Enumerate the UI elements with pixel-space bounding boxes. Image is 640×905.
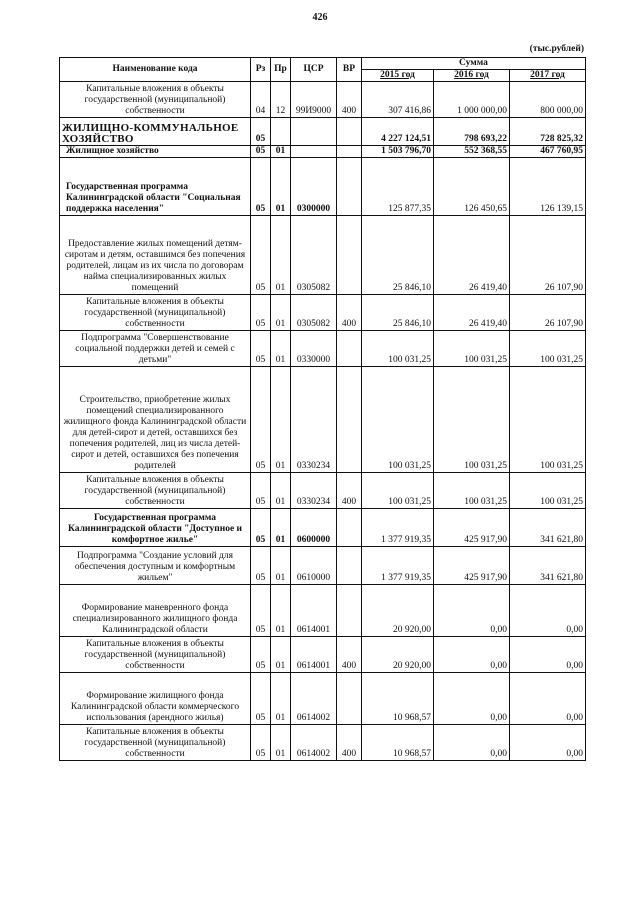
- row-pr: 01: [271, 367, 291, 473]
- units-label: (тыс.рублей): [529, 44, 584, 54]
- row-csr: 0305082: [291, 295, 337, 331]
- table-row: [60, 725, 586, 761]
- row-name: Капитальные вложения в объекты государственной (муниципальной) собственности: [60, 725, 251, 761]
- table-row: [60, 295, 586, 331]
- header-csr: ЦСР: [291, 58, 337, 82]
- row-name: Государственная программа Калининградской области "Доступное и комфортное жилье": [60, 509, 251, 547]
- row-vr: 400: [337, 473, 362, 509]
- table-row: [60, 118, 586, 146]
- row-rz: 05: [251, 473, 271, 509]
- row-pr: 01: [271, 637, 291, 673]
- row-pr: 01: [271, 725, 291, 761]
- table-row: [60, 367, 586, 473]
- row-name: Предоставление жилых помещений детям-сиротам и детям, оставшимся без попечения родителей, лицам из их числа по договорам найма специализированных жилых помещений: [60, 216, 251, 295]
- row-vr: [337, 118, 362, 146]
- row-rz: 04: [251, 82, 271, 118]
- table-row: [60, 216, 586, 295]
- row-2015: 25 846,10: [362, 295, 434, 331]
- row-2017: 0,00: [510, 637, 586, 673]
- header-2015: 2015 год: [362, 70, 434, 82]
- row-2017: 126 139,15: [510, 158, 586, 216]
- row-rz: 05: [251, 367, 271, 473]
- row-name: Подпрограмма "Создание условий для обеспечения доступным и комфортным жильем": [60, 547, 251, 585]
- row-csr: 0614001: [291, 585, 337, 637]
- row-name: Капитальные вложения в объекты государственной (муниципальной) собственности: [60, 295, 251, 331]
- row-name: ЖИЛИЩНО-КОММУНАЛЬНОЕ ХОЗЯЙСТВО: [60, 118, 251, 146]
- header-sum: Сумма: [362, 58, 586, 70]
- row-vr: [337, 331, 362, 367]
- row-2017: 728 825,32: [510, 118, 586, 146]
- row-csr: 0614002: [291, 725, 337, 761]
- row-2017: 800 000,00: [510, 82, 586, 118]
- row-name: Государственная программа Калининградской области "Социальная поддержка населения": [60, 158, 251, 216]
- row-2015: 125 877,35: [362, 158, 434, 216]
- row-csr: 0614002: [291, 673, 337, 725]
- row-vr: 400: [337, 725, 362, 761]
- row-2017: 26 107,90: [510, 295, 586, 331]
- table-row: [60, 585, 586, 637]
- row-vr: [337, 509, 362, 547]
- row-2017: 0,00: [510, 673, 586, 725]
- row-rz: 05: [251, 216, 271, 295]
- table-row: [60, 509, 586, 547]
- row-rz: 05: [251, 146, 271, 158]
- row-csr: [291, 118, 337, 146]
- row-pr: 01: [271, 509, 291, 547]
- header-2016: 2016 год: [434, 70, 510, 82]
- row-2016: 1 000 000,00: [434, 82, 510, 118]
- row-2017: 100 031,25: [510, 473, 586, 509]
- row-rz: 05: [251, 673, 271, 725]
- row-pr: 01: [271, 146, 291, 158]
- row-2016: 0,00: [434, 585, 510, 637]
- row-2015: 10 968,57: [362, 725, 434, 761]
- row-name: Капитальные вложения в объекты государственной (муниципальной) собственности: [60, 637, 251, 673]
- row-2015: 307 416,86: [362, 82, 434, 118]
- row-2016: 100 031,25: [434, 367, 510, 473]
- row-vr: 400: [337, 295, 362, 331]
- table-row: [60, 146, 586, 158]
- row-2016: 425 917,90: [434, 509, 510, 547]
- row-pr: 01: [271, 473, 291, 509]
- row-vr: [337, 673, 362, 725]
- row-pr: 01: [271, 216, 291, 295]
- row-name: Формирование маневренного фонда специализированного жилищного фонда Калининградской области: [60, 585, 251, 637]
- row-pr: 01: [271, 673, 291, 725]
- row-csr: 99И9000: [291, 82, 337, 118]
- row-rz: 05: [251, 158, 271, 216]
- row-csr: 0610000: [291, 547, 337, 585]
- row-pr: 01: [271, 547, 291, 585]
- row-csr: 0330234: [291, 367, 337, 473]
- row-pr: 01: [271, 331, 291, 367]
- header-pr: Пр: [271, 58, 291, 82]
- row-2017: 100 031,25: [510, 331, 586, 367]
- header-name: Наименование кода: [60, 58, 251, 82]
- row-2016: 26 419,40: [434, 295, 510, 331]
- row-2016: 425 917,90: [434, 547, 510, 585]
- row-rz: 05: [251, 295, 271, 331]
- row-2015: 1 377 919,35: [362, 509, 434, 547]
- row-name: Строительство, приобретение жилых помещений специализированного жилищного фонда Калининградской области для детей-сирот и детей, оставшихся без попечения родителей, лиц из числа детей-сирот и детей, оставшихся без попечения родителей: [60, 367, 251, 473]
- table-row: [60, 473, 586, 509]
- row-2015: 25 846,10: [362, 216, 434, 295]
- row-2016: 100 031,25: [434, 331, 510, 367]
- row-vr: [337, 547, 362, 585]
- row-pr: [271, 118, 291, 146]
- row-2017: 26 107,90: [510, 216, 586, 295]
- row-2015: 20 920,00: [362, 637, 434, 673]
- row-rz: 05: [251, 331, 271, 367]
- row-pr: 01: [271, 585, 291, 637]
- row-vr: 400: [337, 82, 362, 118]
- row-csr: [291, 146, 337, 158]
- row-2016: 0,00: [434, 673, 510, 725]
- table-row: [60, 547, 586, 585]
- row-rz: 05: [251, 585, 271, 637]
- row-pr: 01: [271, 295, 291, 331]
- page-number: 426: [312, 12, 328, 23]
- row-2016: 26 419,40: [434, 216, 510, 295]
- row-csr: 0305082: [291, 216, 337, 295]
- row-2015: 100 031,25: [362, 331, 434, 367]
- table-row: [60, 158, 586, 216]
- header-vr: ВР: [337, 58, 362, 82]
- row-2015: 100 031,25: [362, 473, 434, 509]
- row-2017: 341 621,80: [510, 509, 586, 547]
- row-rz: 05: [251, 637, 271, 673]
- row-csr: 0330000: [291, 331, 337, 367]
- header-2017: 2017 год: [510, 70, 586, 82]
- table-row: [60, 673, 586, 725]
- budget-table: [59, 57, 586, 761]
- row-2015: 4 227 124,51: [362, 118, 434, 146]
- row-csr: 0300000: [291, 158, 337, 216]
- row-csr: 0600000: [291, 509, 337, 547]
- row-2015: 1 377 919,35: [362, 547, 434, 585]
- row-2015: 100 031,25: [362, 367, 434, 473]
- table-row: [60, 331, 586, 367]
- row-2016: 0,00: [434, 725, 510, 761]
- row-csr: 0614001: [291, 637, 337, 673]
- row-2017: 0,00: [510, 725, 586, 761]
- row-2015: 20 920,00: [362, 585, 434, 637]
- table-row: [60, 82, 586, 118]
- row-rz: 05: [251, 509, 271, 547]
- row-2017: 0,00: [510, 585, 586, 637]
- row-vr: [337, 216, 362, 295]
- row-pr: 12: [271, 82, 291, 118]
- row-vr: [337, 585, 362, 637]
- row-2016: 0,00: [434, 637, 510, 673]
- row-2016: 100 031,25: [434, 473, 510, 509]
- row-vr: [337, 146, 362, 158]
- row-name: Жилищное хозяйство: [60, 146, 251, 158]
- row-name: Капитальные вложения в объекты государственной (муниципальной) собственности: [60, 82, 251, 118]
- row-2015: 10 968,57: [362, 673, 434, 725]
- row-2017: 341 621,80: [510, 547, 586, 585]
- header-rz: Рз: [251, 58, 271, 82]
- row-vr: [337, 367, 362, 473]
- row-rz: 05: [251, 118, 271, 146]
- row-2016: 126 450,65: [434, 158, 510, 216]
- row-name: Подпрограмма "Совершенствование социальной поддержки детей и семей с детьми": [60, 331, 251, 367]
- row-name: Формирование жилищного фонда Калининградской области коммерческого использования (арендного жилья): [60, 673, 251, 725]
- row-vr: 400: [337, 637, 362, 673]
- table-row: [60, 637, 586, 673]
- row-vr: [337, 158, 362, 216]
- row-2015: 1 503 796,70: [362, 146, 434, 158]
- row-2017: 100 031,25: [510, 367, 586, 473]
- row-pr: 01: [271, 158, 291, 216]
- row-2017: 467 760,95: [510, 146, 586, 158]
- row-rz: 05: [251, 547, 271, 585]
- row-rz: 05: [251, 725, 271, 761]
- row-csr: 0330234: [291, 473, 337, 509]
- row-2016: 552 368,55: [434, 146, 510, 158]
- row-2016: 798 693,22: [434, 118, 510, 146]
- row-name: Капитальные вложения в объекты государственной (муниципальной) собственности: [60, 473, 251, 509]
